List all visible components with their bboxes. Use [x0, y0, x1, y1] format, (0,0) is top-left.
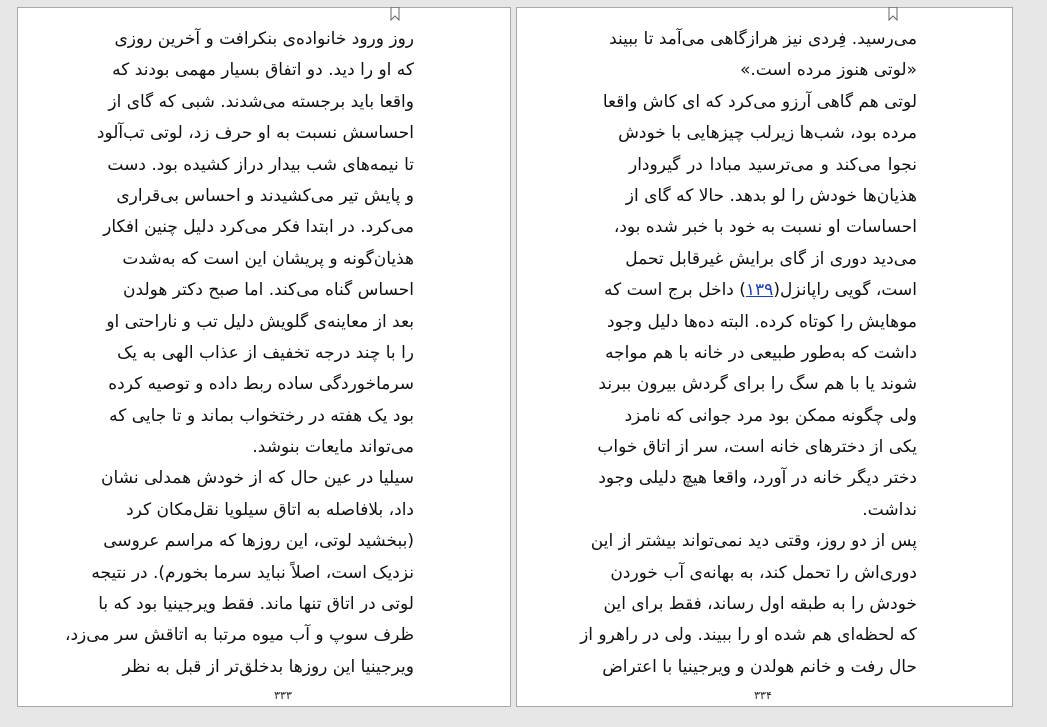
- text-line: می‌تواند مایعات بنوشد.: [252, 437, 414, 458]
- right-page-body-text: [580, 24, 917, 683]
- text-line: سرماخوردگی ساده ربط داده و توصیه کرده: [108, 374, 414, 395]
- text-line: حال رفت و خانم هولدن و ویرجینیا با اعتراض: [602, 656, 917, 677]
- text-line: واقعا باید برجسته می‌شدند. شبی که گای از: [108, 91, 414, 112]
- text-line-with-footnote: [604, 275, 917, 306]
- text-line: را با چند درجه تخفیف از عذاب الهی به یک: [117, 342, 414, 363]
- text-line: ویرجینیا این روزها بدخلق‌تر از قبل به نظر: [122, 656, 414, 677]
- text-segment: ) داخل برج است که: [604, 280, 746, 301]
- text-line: خودش را به طبقه اول رساند، فقط برای این: [603, 594, 917, 615]
- left-page: [17, 7, 511, 707]
- text-line: و پایش تیر می‌کشیدند و احساس بی‌قراری: [116, 185, 414, 206]
- text-line: نزدیک است، اصلاً نباید سرما بخورم). در نتیجه: [91, 562, 414, 583]
- text-line: ظرف سوپ و آب میوه مرتبا به اتاقش سر می‌زد،: [64, 625, 414, 646]
- page-number: ۳۳۳: [274, 689, 292, 702]
- text-line: مرده بود، شب‌ها زیرلب چیزهایی با خودش: [618, 123, 917, 144]
- text-line: تا نیمه‌های شب بیدار دراز کشیده بود. دست: [107, 154, 414, 175]
- text-line: نجوا می‌کند و می‌ترسید مبادا در گیرودار: [629, 154, 917, 175]
- bookmark-icon[interactable]: [390, 7, 400, 21]
- text-line: موهایش را کوتاه کرده. البته ده‌ها دلیل وجود: [607, 311, 917, 332]
- text-line: لوتی هم گاهی آرزو می‌کرد که ای کاش واقعا: [602, 91, 917, 112]
- text-line: که او را دید. دو اتفاق بسیار مهمی بودند که: [112, 60, 414, 81]
- text-line: روز ورود خانواده‌ی بنکرافت و آخرین روزی: [114, 29, 414, 49]
- text-line: بعد از معاینه‌ی گلویش دلیل تب و ناراحتی او: [106, 311, 414, 332]
- text-line: پس از دو روز، وقتی دید نمی‌تواند بیشتر از این: [590, 531, 917, 552]
- text-line: داشت که به‌طور طبیعی در خانه با هم مواجه: [605, 342, 917, 363]
- text-line: می‌رسید. فِردی نیز هرازگاهی می‌آمد تا ببیند: [609, 29, 917, 49]
- text-line: بود یک هفته در رختخواب بماند و تا جایی که: [109, 405, 414, 426]
- text-line: داد، بلافاصله به اتاق سیلویا نقل‌مکان کرد: [126, 499, 414, 520]
- text-line: «لوتی هنوز مرده است.»: [740, 60, 917, 81]
- page-number: ۳۳۴: [754, 689, 772, 702]
- text-line: شوند یا با هم سگ را برای گردش بیرون ببرند: [598, 374, 917, 395]
- text-line: سیلیا در عین حال که از خودش همدلی نشان: [101, 468, 414, 489]
- text-line: دوری‌اش را تحمل کند، به بهانه‌ی آب خوردن: [610, 562, 917, 583]
- text-line: هذیان‌گونه و پریشان این است که به‌شدت: [122, 248, 414, 269]
- text-line: لوتی در اتاق تنها ماند. فقط ویرجینیا بود که با: [98, 594, 414, 615]
- left-page-body-text: [64, 24, 414, 683]
- text-line: دختر دیگر خانه در آورد، واقعا هیچ دلیلی وجود: [598, 468, 917, 489]
- text-line: احساسش نسبت به او حرف زد، لوتی تب‌آلود: [96, 123, 414, 144]
- text-line: که لحظه‌ای هم شده او را ببیند. ولی در راهرو از: [580, 625, 917, 646]
- text-line: می‌دید دوری از گای برایش غیرقابل تحمل: [625, 248, 917, 269]
- text-line: یکی از دخترهای خانه است، سر از اتاق خواب: [597, 437, 917, 458]
- text-line: ولی چگونه ممکن بود مرد جوانی که نامزد: [624, 405, 917, 426]
- text-line: می‌کرد. در ابتدا فکر می‌کرد دلیل چنین افکار: [103, 217, 414, 238]
- text-line: احساسات او نسبت به خود با خبر شده بود،: [613, 217, 917, 238]
- text-line: (ببخشید لوتی، این روزها که مراسم عروسی: [103, 531, 414, 552]
- bookmark-icon[interactable]: [888, 7, 898, 21]
- text-segment: است، گویی راپانزل(: [773, 280, 917, 301]
- text-line: نداشت.: [862, 499, 917, 520]
- text-line: احساس گناه می‌کند. اما صبح دکتر هولدن: [123, 280, 414, 301]
- text-line: هذیان‌ها خودش را لو بدهد. حالا که گای از: [625, 185, 917, 206]
- right-page: [516, 7, 1013, 707]
- footnote-link[interactable]: ۱۳۹: [745, 280, 774, 301]
